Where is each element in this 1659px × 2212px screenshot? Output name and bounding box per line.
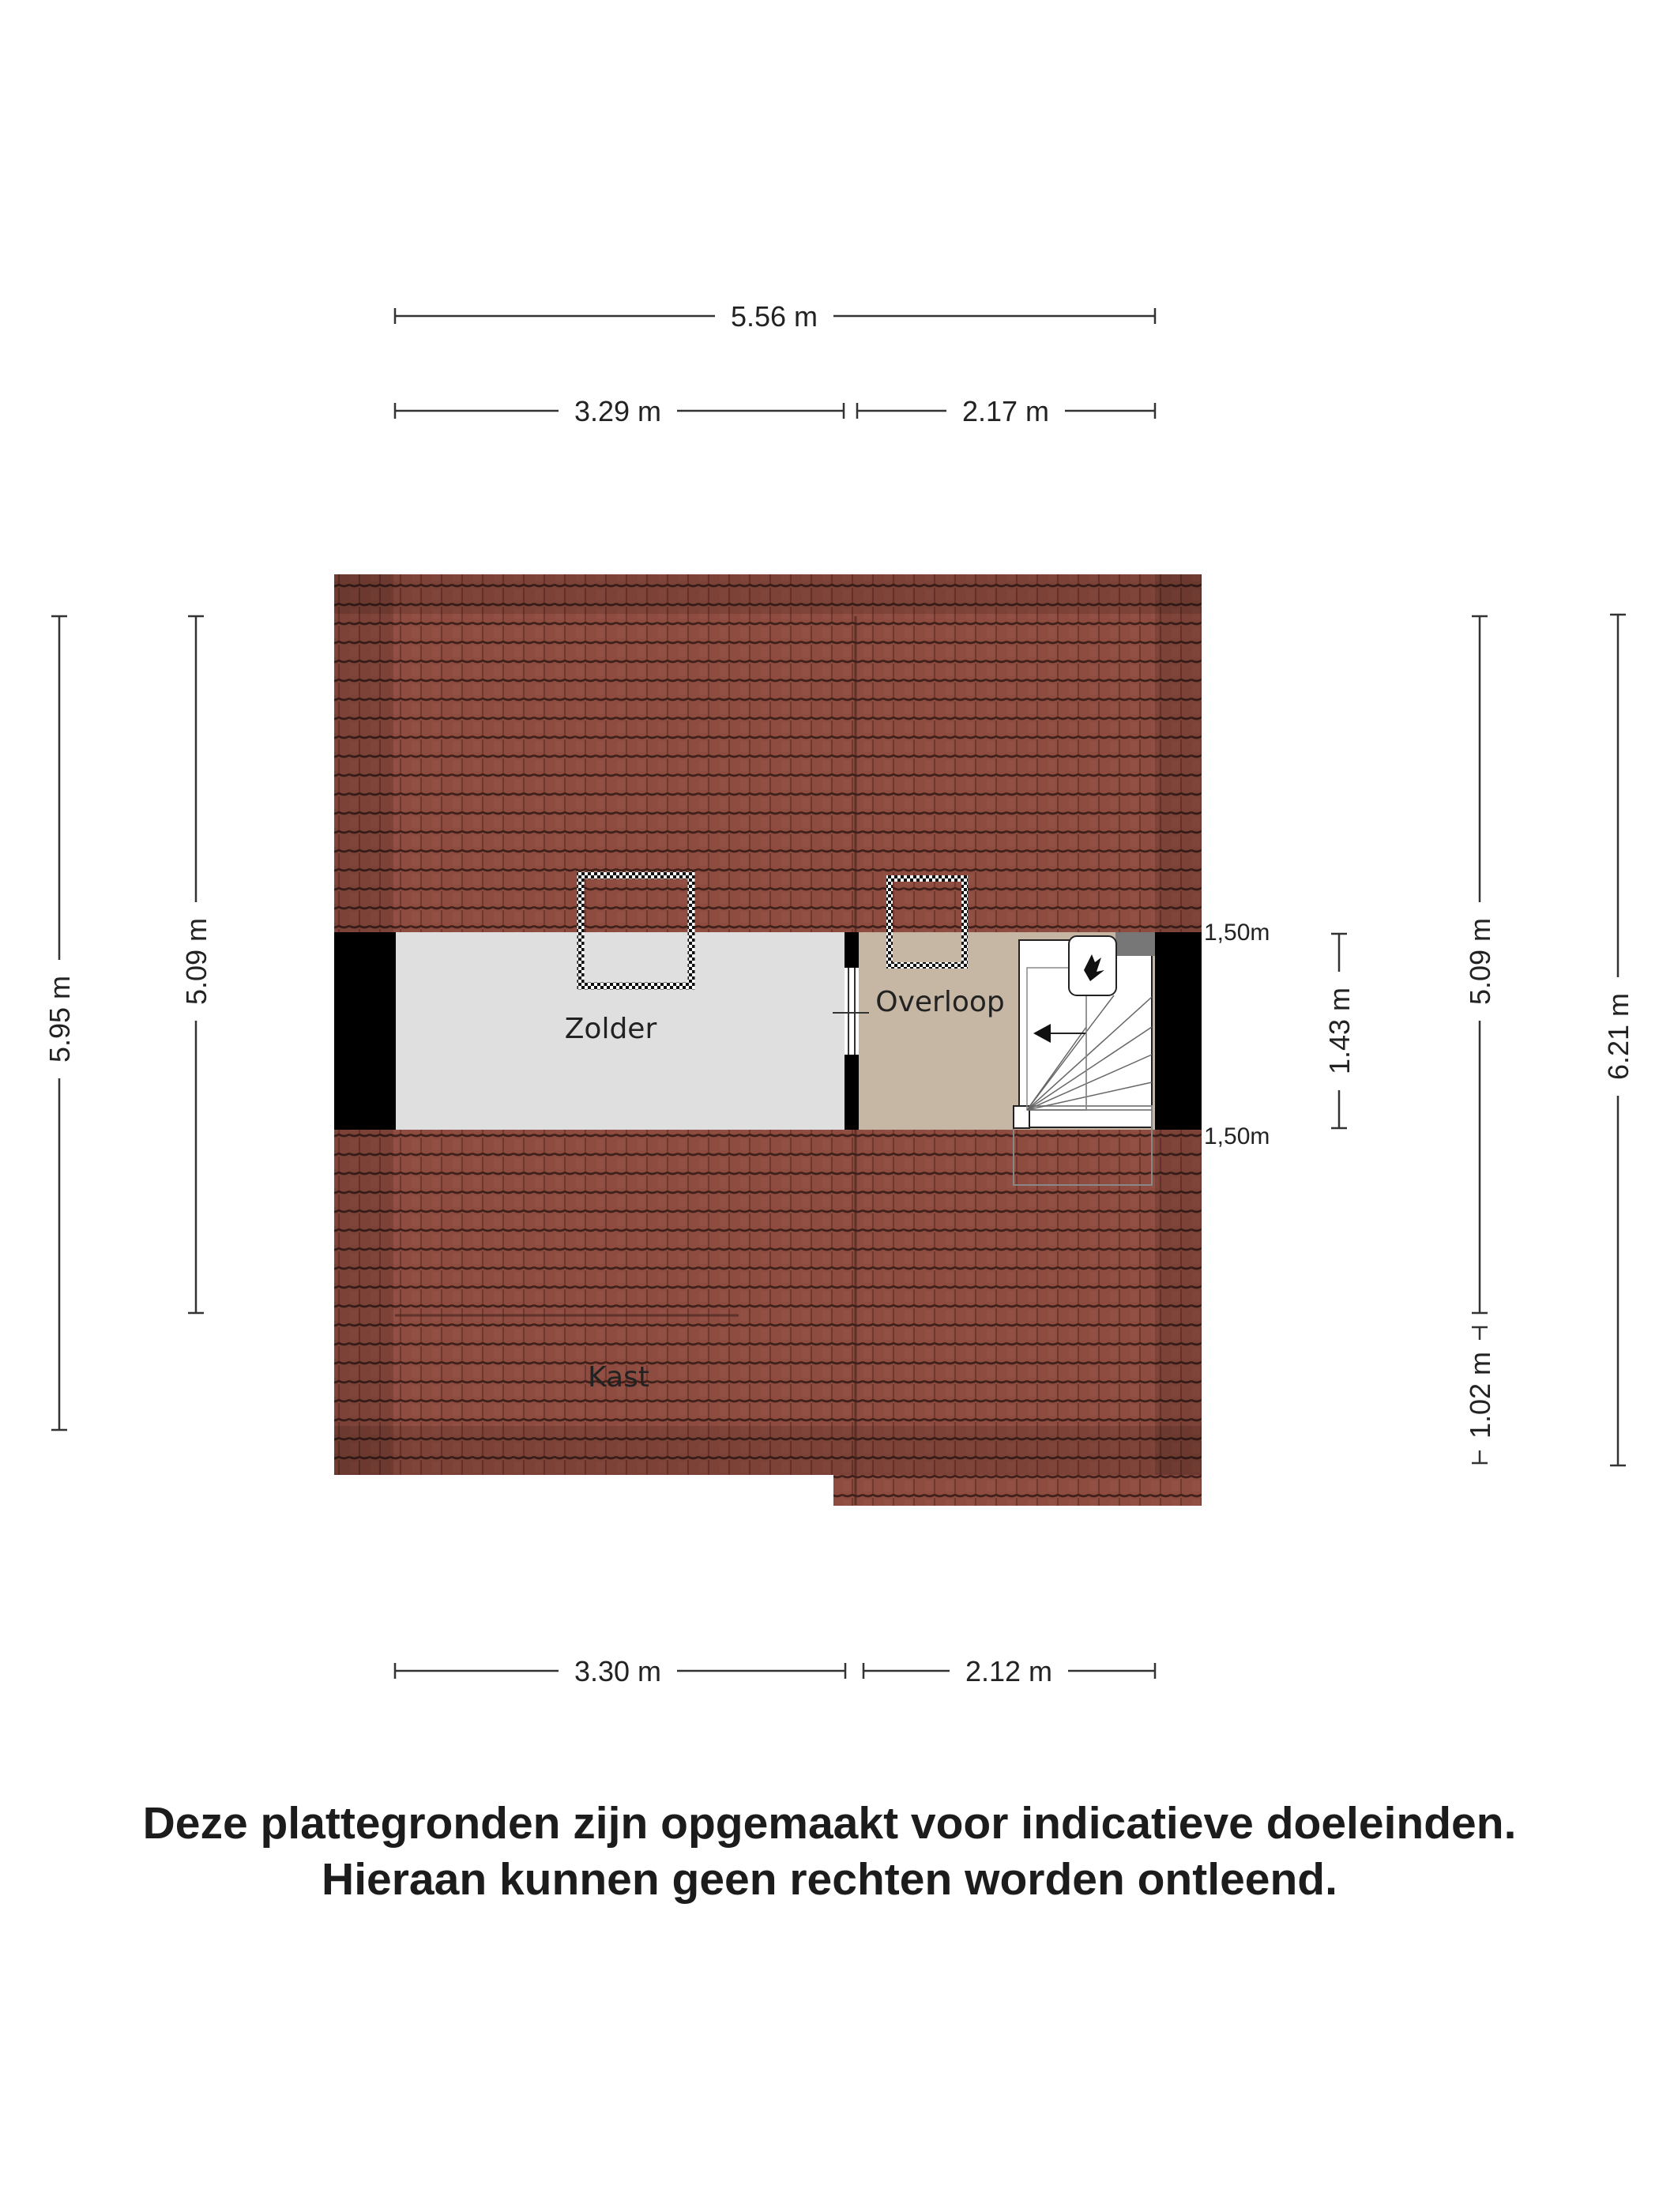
dimension-label: 2.12 m <box>965 1655 1053 1687</box>
height-label: 1,50m <box>1204 920 1270 946</box>
dimension-bottom-right <box>863 1653 1155 1688</box>
dimension-left-outer <box>42 616 77 1430</box>
height-label: 1,50m <box>1204 1123 1270 1149</box>
room-label-overloop: Overloop <box>875 986 1005 1018</box>
dimension-label: 3.29 m <box>574 395 662 427</box>
dimension-label: 3.30 m <box>574 1655 662 1687</box>
dimension-right-lower <box>1462 1327 1497 1463</box>
dimension-top-total <box>395 299 1155 333</box>
dimension-right-outer <box>1601 615 1635 1465</box>
dimension-label: 1.02 m <box>1464 1351 1496 1439</box>
dimension-left-inner <box>179 616 213 1313</box>
dimension-label: 5.95 m <box>43 975 76 1063</box>
room-label-kast: Kast <box>588 1361 649 1394</box>
dimension-label: 1.43 m <box>1323 987 1356 1075</box>
dimension-bottom-left <box>395 1653 845 1688</box>
dimension-label: 5.09 m <box>180 917 213 1006</box>
dimension-top-right <box>857 393 1155 428</box>
dimension-label: 5.09 m <box>1464 917 1496 1006</box>
disclaimer-line-1: Deze plattegronden zijn opgemaakt voor indicatieve doeleinden. <box>142 1798 1517 1849</box>
dimension-label: 5.56 m <box>730 300 818 333</box>
dimension-label: 2.17 m <box>961 395 1050 427</box>
dimension-label: 6.21 m <box>1602 992 1635 1081</box>
dimension-top-left <box>395 393 844 428</box>
dimension-right-inner <box>1462 616 1497 1313</box>
dimension-right-small <box>1322 934 1356 1128</box>
room-label-zolder: Zolder <box>564 1013 657 1045</box>
disclaimer-line-2: Hieraan kunnen geen rechten worden ontleend. <box>322 1854 1337 1905</box>
